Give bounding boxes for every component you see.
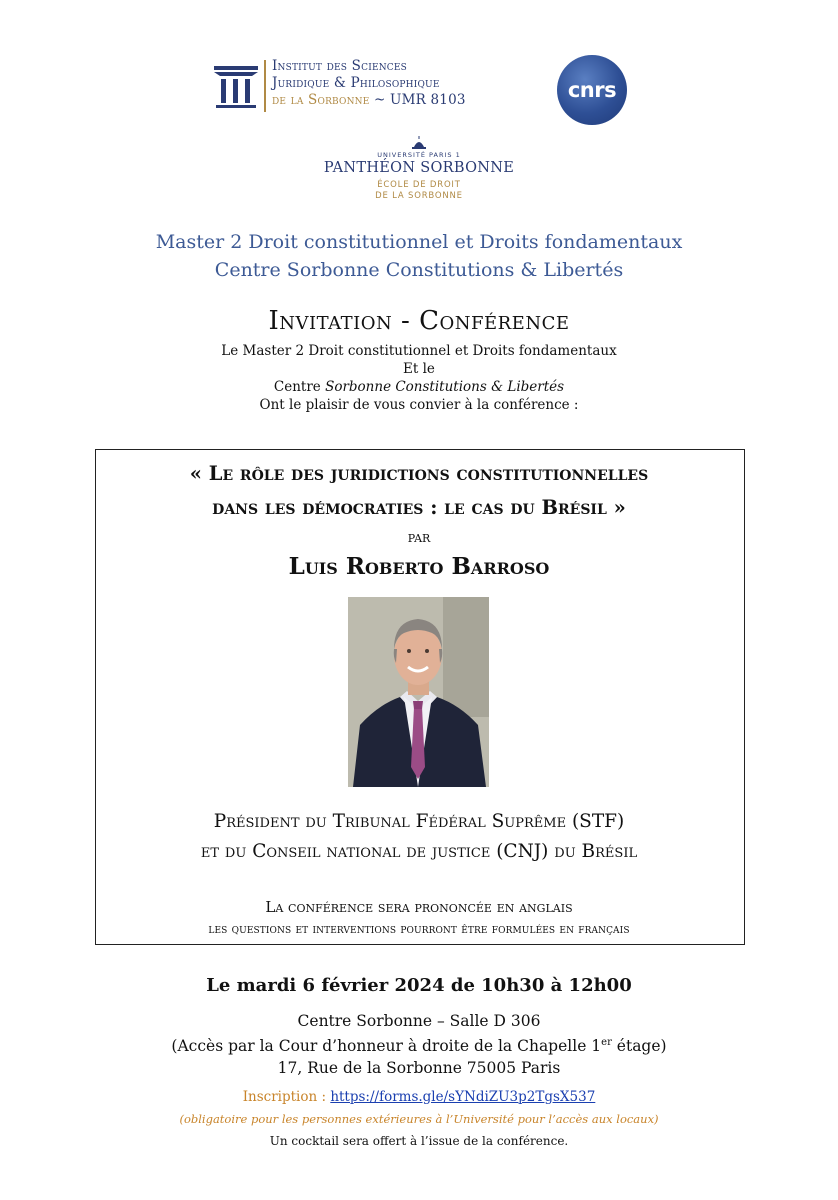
registration [0, 1089, 838, 1105]
speaker-name: Luis Roberto Barroso [288, 553, 550, 580]
pantheon-university: UNIVERSITÉ PARIS 1 [377, 151, 461, 159]
speaker-photo [348, 597, 489, 787]
pantheon-school-line1: ÉCOLE DE DROIT [377, 180, 461, 190]
intro-line2: Et le [403, 361, 435, 377]
pantheon-school-line2: DE LA SORBONNE [375, 190, 463, 201]
program-line2: Centre Sorbonne Constitutions & Libertés [214, 259, 624, 281]
venue-line2-sup: er [601, 1037, 612, 1048]
questions-note: les questions et interventions pourront être formulées en français [208, 922, 630, 937]
isjps-line2: Juridique & Philosophique [272, 75, 440, 91]
isjps-line3a: de la Sorbonne [272, 92, 370, 108]
venue-line3: 17, Rue de la Sorbonne 75005 Paris [277, 1059, 561, 1078]
by-label: par [407, 528, 431, 546]
isjps-logo-icon [212, 62, 260, 110]
isjps-line3b: ~ UMR 8103 [374, 92, 466, 108]
venue-line2-post: étage) [611, 1037, 667, 1056]
speaker-role-line1: Président du Tribunal Fédéral Suprême (STF) [213, 811, 625, 832]
event-date: Le mardi 6 février 2024 de 10h30 à 12h00 [206, 975, 632, 996]
registration-note: (obligatoire pour les personnes extérieures à l’Université pour l’accès aux locaux) [179, 1112, 659, 1126]
speaker-role [0, 807, 838, 867]
pantheon-dome-icon [411, 136, 427, 150]
registration-link[interactable]: https://forms.gle/sYNdiZU3p2TgsX537 [330, 1089, 596, 1105]
isjps-line1: Institut des Sciences [272, 58, 408, 74]
speaker-role-line2: et du Conseil national de justice (CNJ) du Brésil [200, 841, 638, 862]
event-venue [0, 1010, 838, 1079]
intro-line1: Le Master 2 Droit constitutionnel et Droits fondamentaux [221, 343, 617, 359]
registration-label: Inscription : [242, 1089, 331, 1105]
intro-line4: Ont le plaisir de vous convier à la conférence : [259, 397, 579, 413]
language-note: La conférence sera prononcée en anglais [265, 898, 573, 916]
intro-line3-em: Sorbonne Constitutions & Libertés [325, 379, 565, 395]
talk-title [0, 457, 838, 525]
program-header [0, 228, 838, 284]
invitation-title: Invitation - Conférence [268, 306, 570, 336]
invitation-intro [0, 342, 838, 414]
cnrs-logo [557, 55, 627, 125]
cocktail-note: Un cocktail sera offert à l’issue de la conférence. [269, 1134, 569, 1148]
talk-title-line1: « Le rôle des juridictions constitutionnelles [189, 462, 649, 485]
venue-line2-pre: (Accès par la Cour d’honneur à droite de la Chapelle 1 [171, 1037, 602, 1056]
intro-line3-pre: Centre [273, 379, 326, 395]
pantheon-name: PANTHÉON SORBONNE [323, 160, 515, 176]
pantheon-school [0, 180, 838, 201]
cnrs-logo-text: cnrs [567, 78, 617, 102]
isjps-logo-text [272, 58, 466, 109]
program-line1: Master 2 Droit constitutionnel et Droits fondamentaux [155, 231, 683, 253]
speaker-portrait-image [348, 597, 489, 787]
isjps-divider [264, 60, 266, 112]
talk-title-line2: dans les démocraties : le cas du Brésil » [212, 496, 626, 519]
venue-line1: Centre Sorbonne – Salle D 306 [297, 1012, 541, 1030]
